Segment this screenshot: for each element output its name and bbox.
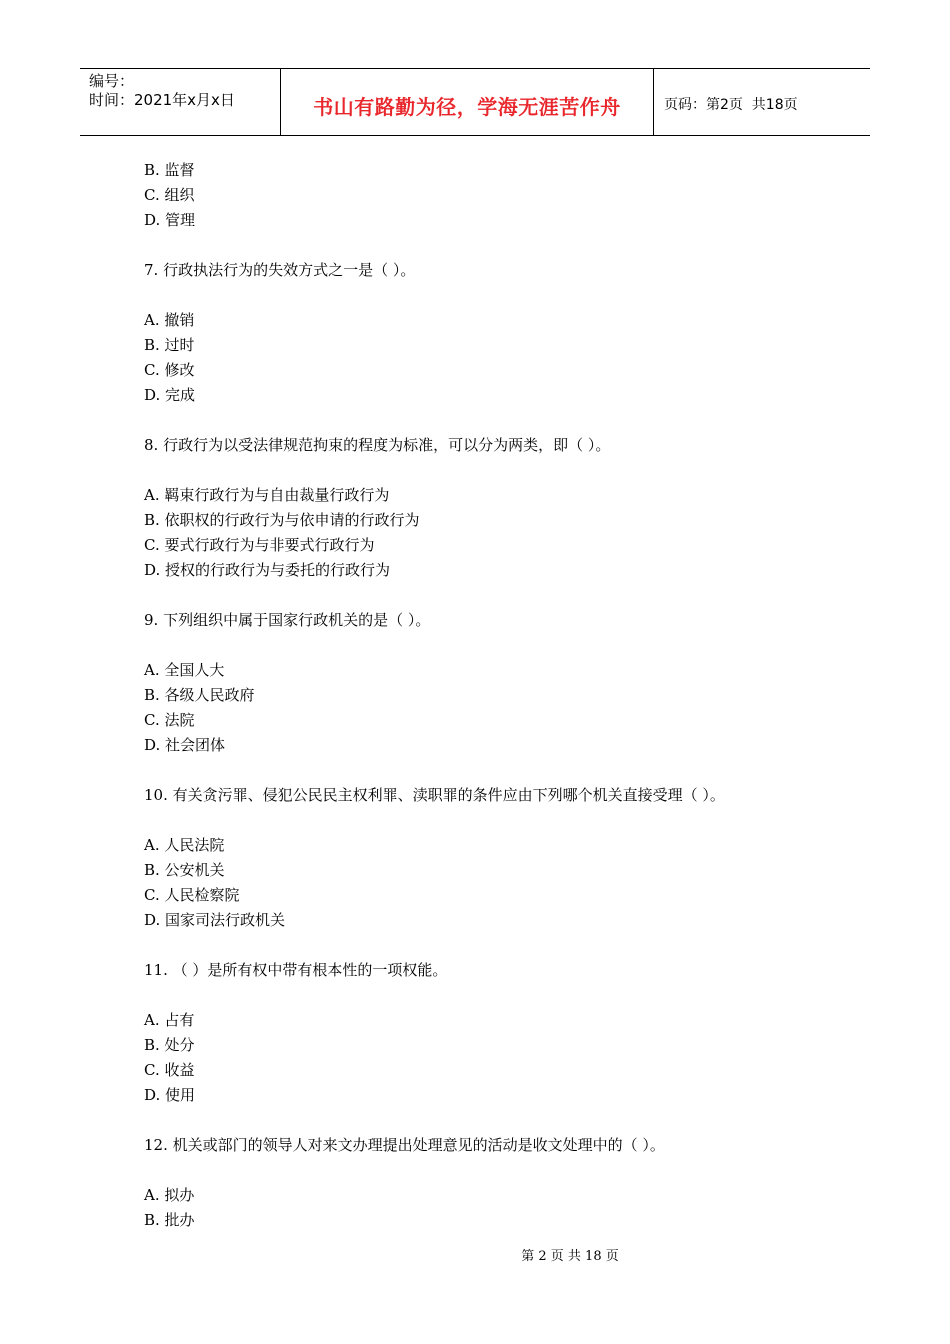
question-text: 11. （ ）是所有权中带有根本性的一项权能。 (144, 961, 448, 979)
line-gap (144, 933, 844, 958)
line-gap (144, 1108, 844, 1133)
header-motto-cell (281, 69, 654, 135)
question-text: 9. 下列组织中属于国家行政机关的是（ ）。 (144, 611, 431, 629)
line-gap (144, 633, 844, 658)
answer-option: B. 各级人民政府 (144, 686, 255, 704)
answer-option: D. 授权的行政行为与委托的行政行为 (144, 561, 391, 579)
line-gap (144, 1158, 844, 1183)
answer-option: C. 修改 (144, 361, 195, 379)
answer-option: D. 国家司法行政机关 (144, 911, 286, 929)
answer-option: A. 全国人大 (144, 661, 225, 679)
question-text: 8. 行政行为以受法律规范拘束的程度为标准，可以分为两类，即（ ）。 (144, 436, 611, 454)
line-gap (144, 758, 844, 783)
answer-option: A. 人民法院 (144, 836, 225, 854)
answer-option: D. 管理 (144, 211, 196, 229)
answer-option: B. 依职权的行政行为与依申请的行政行为 (144, 511, 420, 529)
question-text: 12. 机关或部门的领导人对来文办理提出处理意见的活动是收文处理中的（ ）。 (144, 1136, 665, 1154)
answer-option: A. 拟办 (144, 1186, 195, 1204)
answer-option: A. 占有 (144, 1011, 195, 1029)
answer-option: D. 使用 (144, 1086, 196, 1104)
answer-option: B. 处分 (144, 1036, 195, 1054)
line-gap (144, 233, 844, 258)
question-text: 7. 行政执法行为的失效方式之一是（ ）。 (144, 261, 416, 279)
page-header (80, 68, 870, 136)
answer-option: C. 收益 (144, 1061, 195, 1079)
line-gap (144, 283, 844, 308)
line-gap (144, 808, 844, 833)
answer-option: D. 完成 (144, 386, 196, 404)
time-label: 时间：2021年x月x日 (89, 91, 235, 109)
question-text: 10. 有关贪污罪、侵犯公民民主权利罪、渎职罪的条件应由下列哪个机关直接受理（ ）。 (144, 786, 725, 804)
header-meta (80, 69, 281, 135)
answer-option: B. 批办 (144, 1211, 195, 1229)
line-gap (144, 983, 844, 1008)
line-gap (144, 408, 844, 433)
answer-option: C. 组织 (144, 186, 195, 204)
question-content (144, 158, 844, 1233)
answer-option: C. 人民检察院 (144, 886, 240, 904)
answer-option: B. 监督 (144, 161, 195, 179)
line-gap (144, 583, 844, 608)
answer-option: C. 法院 (144, 711, 195, 729)
header-page-info: 页码：第2页 共18页 (664, 97, 798, 113)
code-label: 编号： (89, 72, 135, 90)
answer-option: B. 过时 (144, 336, 195, 354)
line-gap (144, 458, 844, 483)
answer-option: B. 公安机关 (144, 861, 225, 879)
answer-option: A. 撤销 (144, 311, 195, 329)
header-motto: 书山有路勤为径，学海无涯苦作舟 (313, 94, 621, 119)
page-footer: 第 2 页 共 18 页 (521, 1249, 619, 1264)
answer-option: C. 要式行政行为与非要式行政行为 (144, 536, 375, 554)
answer-option: A. 羁束行政行为与自由裁量行政行为 (144, 486, 390, 504)
answer-option: D. 社会团体 (144, 736, 226, 754)
header-page-info-cell (654, 69, 870, 135)
